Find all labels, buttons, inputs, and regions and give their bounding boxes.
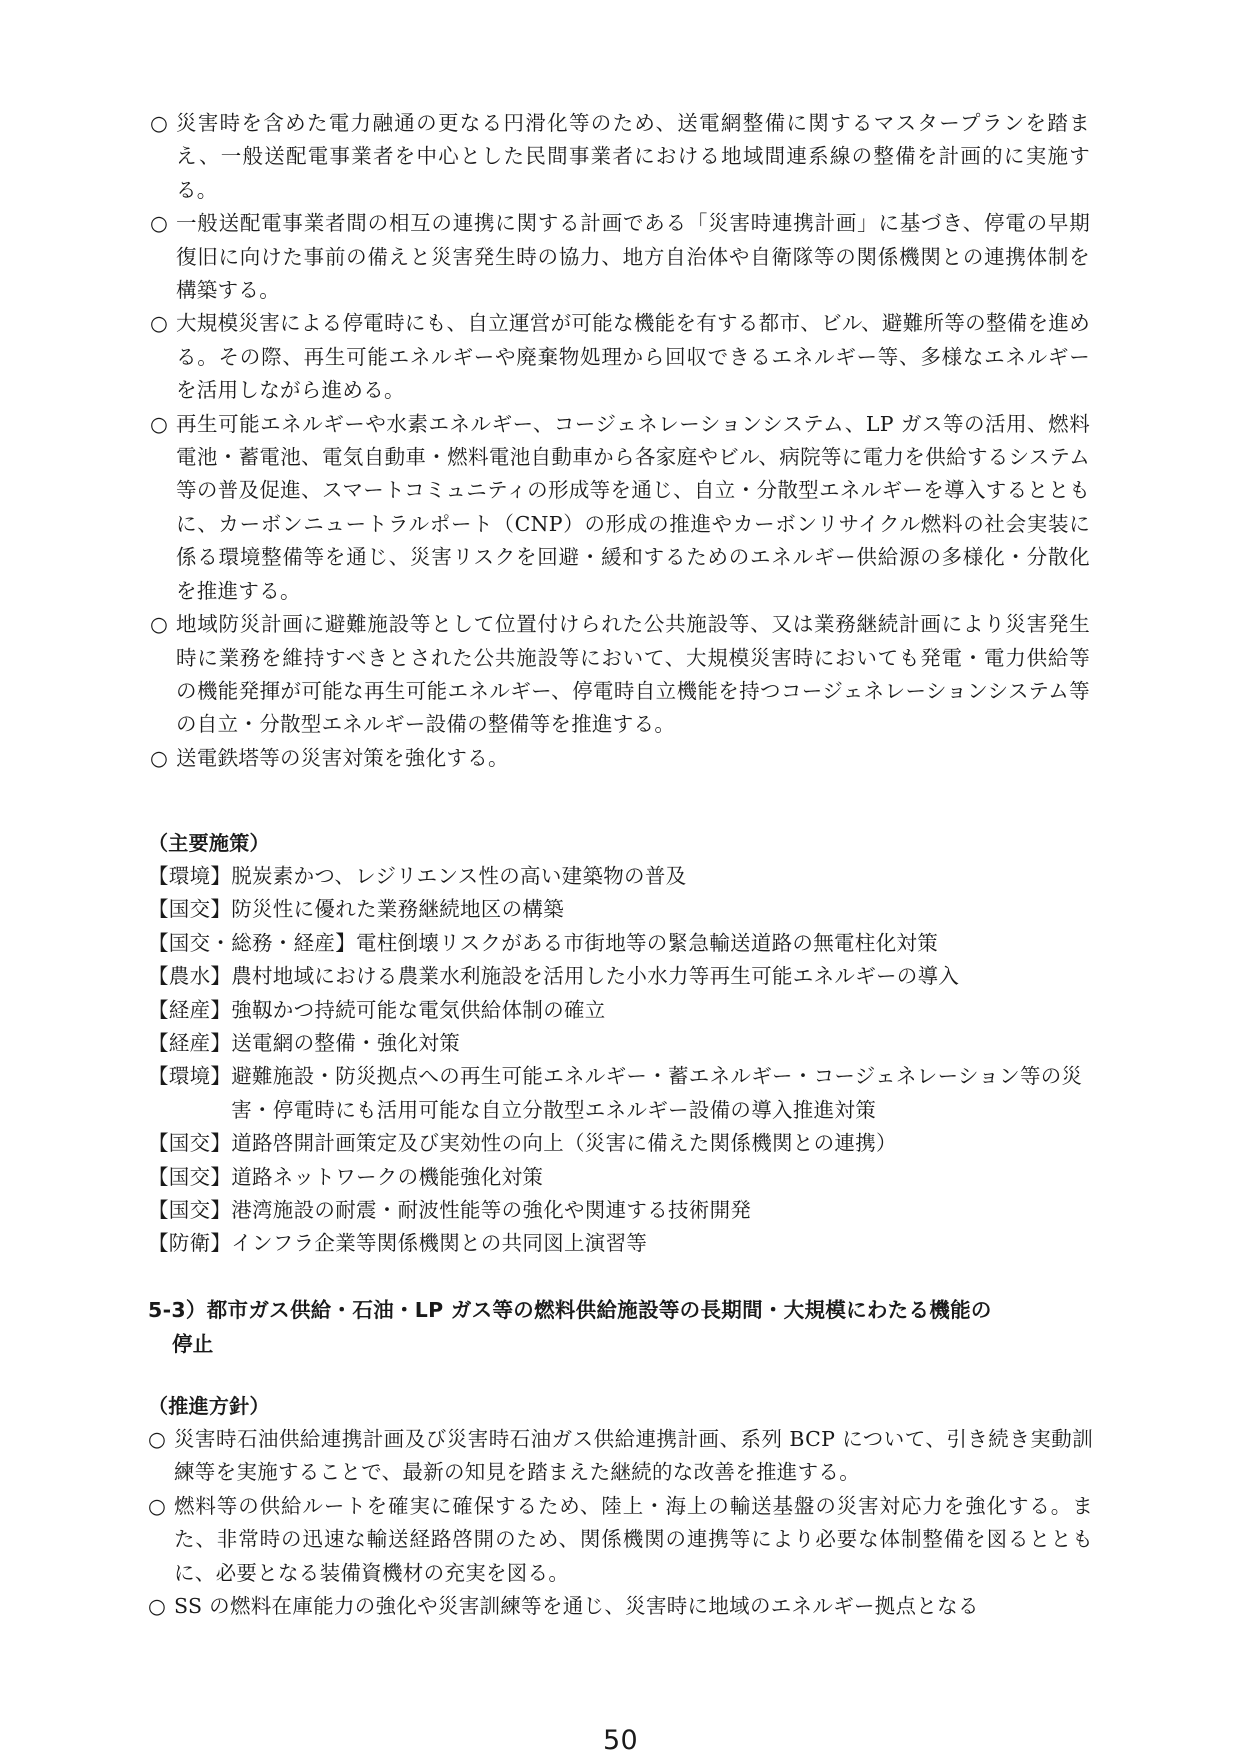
section-title: 都市ガス供給・石油・LP ガス等の燃料供給施設等の長期間・大規模にわたる機能の [206, 1298, 992, 1322]
ministry-tag: 【経産】 [148, 1031, 232, 1056]
bullet-marker: ○ [148, 1427, 167, 1451]
ministry-tag: 【国交・総務・経産】 [148, 930, 356, 955]
measure-item [148, 927, 1093, 960]
measure-text: 防災性に優れた業務継続地区の構築 [231, 897, 565, 922]
measure-item [148, 1027, 1093, 1060]
measure-text: 道路ネットワークの機能強化対策 [231, 1164, 544, 1189]
policy-paragraph: ○ 再生可能エネルギーや水素エネルギー、コージェネレーションシステム、LP ガス等の活用、燃料電池・蓄電池、電気自動車・燃料電池自動車から各家庭やビル、病院等に電力を供給するシステム等の普及促進、スマートコミュニティの形成等を通じ、自立・分散型エネルギーを導入するとともに、カーボンニュートラルポート（CNP）の形成の推進やカーボンリサイクル燃料の社会実装に係る環境整備等を通じ、災害リスクを回避・緩和するためのエネルギー供給源の多様化・分散化を推進する。 [150, 408, 1090, 608]
measure-item [148, 860, 1093, 893]
bullet-marker: ○ [148, 1594, 167, 1619]
section-number: 5-3） [148, 1298, 207, 1322]
measure-text: 脱炭素かつ、レジリエンス性の高い建築物の普及 [231, 864, 687, 888]
ministry-tag: 【国交】 [148, 1198, 232, 1223]
ministry-tag: 【防衛】 [148, 1231, 232, 1256]
measure-text: 道路啓開計画策定及び実効性の向上（災害に備えた関係機関との連携） [231, 1131, 897, 1156]
measure-item [148, 1127, 1093, 1160]
measure-text: 避難施設・防災拠点への再生可能エネルギー・蓄エネルギー・コージェネレーション等の災害・停電時にも活用可能な自立分散型エネルギー設備の導入推進対策 [231, 1064, 1083, 1122]
policy-paragraph: ○ 大規模災害による停電時にも、自立運営が可能な機能を有する都市、ビル、避難所等の整備を進める。その際、再生可能エネルギーや廃棄物処理から回収できるエネルギー等、多様なエネルギーを活用しながら進める。 [150, 307, 1090, 407]
measure-item [148, 960, 1093, 993]
policy-paragraph: ○ 災害時を含めた電力融通の更なる円滑化等のため、送電網整備に関するマスタープランを踏まえ、一般送配電事業者を中心とした民間事業者における地域間連系線の整備を計画的に実施する。 [150, 107, 1090, 207]
section-title-continued: 停止 [172, 1332, 214, 1356]
measure-text: インフラ企業等関係機関との共同図上演習等 [231, 1231, 648, 1256]
policy-paragraph: ○ 燃料等の供給ルートを確実に確保するため、陸上・海上の輸送基盤の災害対応力を強化する。また、非常時の迅速な輸送経路啓開のため、関係機関の連携等により必要な体制整備を図るとともに、必要となる装備資機材の充実を図る。 [148, 1490, 1093, 1590]
ministry-tag: 【国交】 [148, 1164, 232, 1189]
measure-item [148, 1161, 1093, 1194]
policy-paragraph: ○ SS の燃料在庫能力の強化や災害訓練等を通じ、災害時に地域のエネルギー拠点となる [148, 1590, 1093, 1623]
policy-paragraph: ○ 送電鉄塔等の災害対策を強化する。 [150, 742, 1090, 775]
main-measures [148, 826, 1093, 1261]
measure-item [148, 893, 1093, 926]
bullet-marker: ○ [150, 745, 169, 770]
ministry-tag: 【国交】 [148, 897, 232, 922]
section-heading [148, 1293, 1093, 1361]
measure-text: 送電網の整備・強化対策 [231, 1031, 461, 1056]
measure-item [148, 994, 1093, 1027]
bullet-marker: ○ [150, 111, 169, 135]
promotion-policy [148, 1389, 1093, 1623]
measure-text: 強靱かつ持続可能な電気供給体制の確立 [231, 997, 606, 1022]
policy-paragraph: ○ 災害時石油供給連携計画及び災害時石油ガス供給連携計画、系列 BCP について、引き続き実動訓練等を実施することで、最新の知見を踏まえた継続的な改善を推進する。 [148, 1423, 1093, 1490]
policy-heading: （推進方針） [148, 1394, 270, 1418]
measure-text: 港湾施設の耐震・耐波性能等の強化や関連する技術開発 [231, 1198, 752, 1223]
page-number: 50 [603, 1725, 638, 1756]
bullet-marker: ○ [148, 1493, 167, 1518]
ministry-tag: 【環境】 [148, 1064, 232, 1089]
measure-text: 農村地域における農業水利施設を活用した小水力等再生可能エネルギーの導入 [231, 964, 960, 989]
ministry-tag: 【国交】 [148, 1131, 232, 1156]
measure-item [148, 1194, 1093, 1227]
measure-text: 電柱倒壊リスクがある市街地等の緊急輸送道路の無電柱化対策 [356, 930, 938, 955]
ministry-tag: 【農水】 [148, 964, 232, 989]
measure-item [148, 1060, 1093, 1127]
policy-paragraph: ○ 地域防災計画に避難施設等として位置付けられた公共施設等、又は業務継続計画により災害発生時に業務を維持すべきとされた公共施設等において、大規模災害時においても発電・電力供給等の機能発揮が可能な再生可能エネルギー、停電時自立機能を持つコージェネレーションシステム等の自立・分散型エネルギー設備の整備等を推進する。 [150, 608, 1090, 742]
bullet-marker: ○ [150, 612, 169, 637]
policy-paragraph: ○ 一般送配電事業者間の相互の連携に関する計画である「災害時連携計画」に基づき、停電の早期復旧に向けた事前の備えと災害発生時の協力、地方自治体や自衛隊等の関係機関との連携体制を構築する。 [150, 207, 1090, 307]
ministry-tag: 【経産】 [148, 997, 232, 1022]
policy-paragraphs [150, 107, 1090, 775]
measures-heading: （主要施策） [148, 831, 270, 855]
measure-item [148, 1227, 1093, 1260]
bullet-marker: ○ [150, 211, 169, 236]
bullet-marker: ○ [150, 311, 169, 336]
bullet-marker: ○ [150, 411, 169, 436]
ministry-tag: 【環境】 [148, 864, 232, 888]
